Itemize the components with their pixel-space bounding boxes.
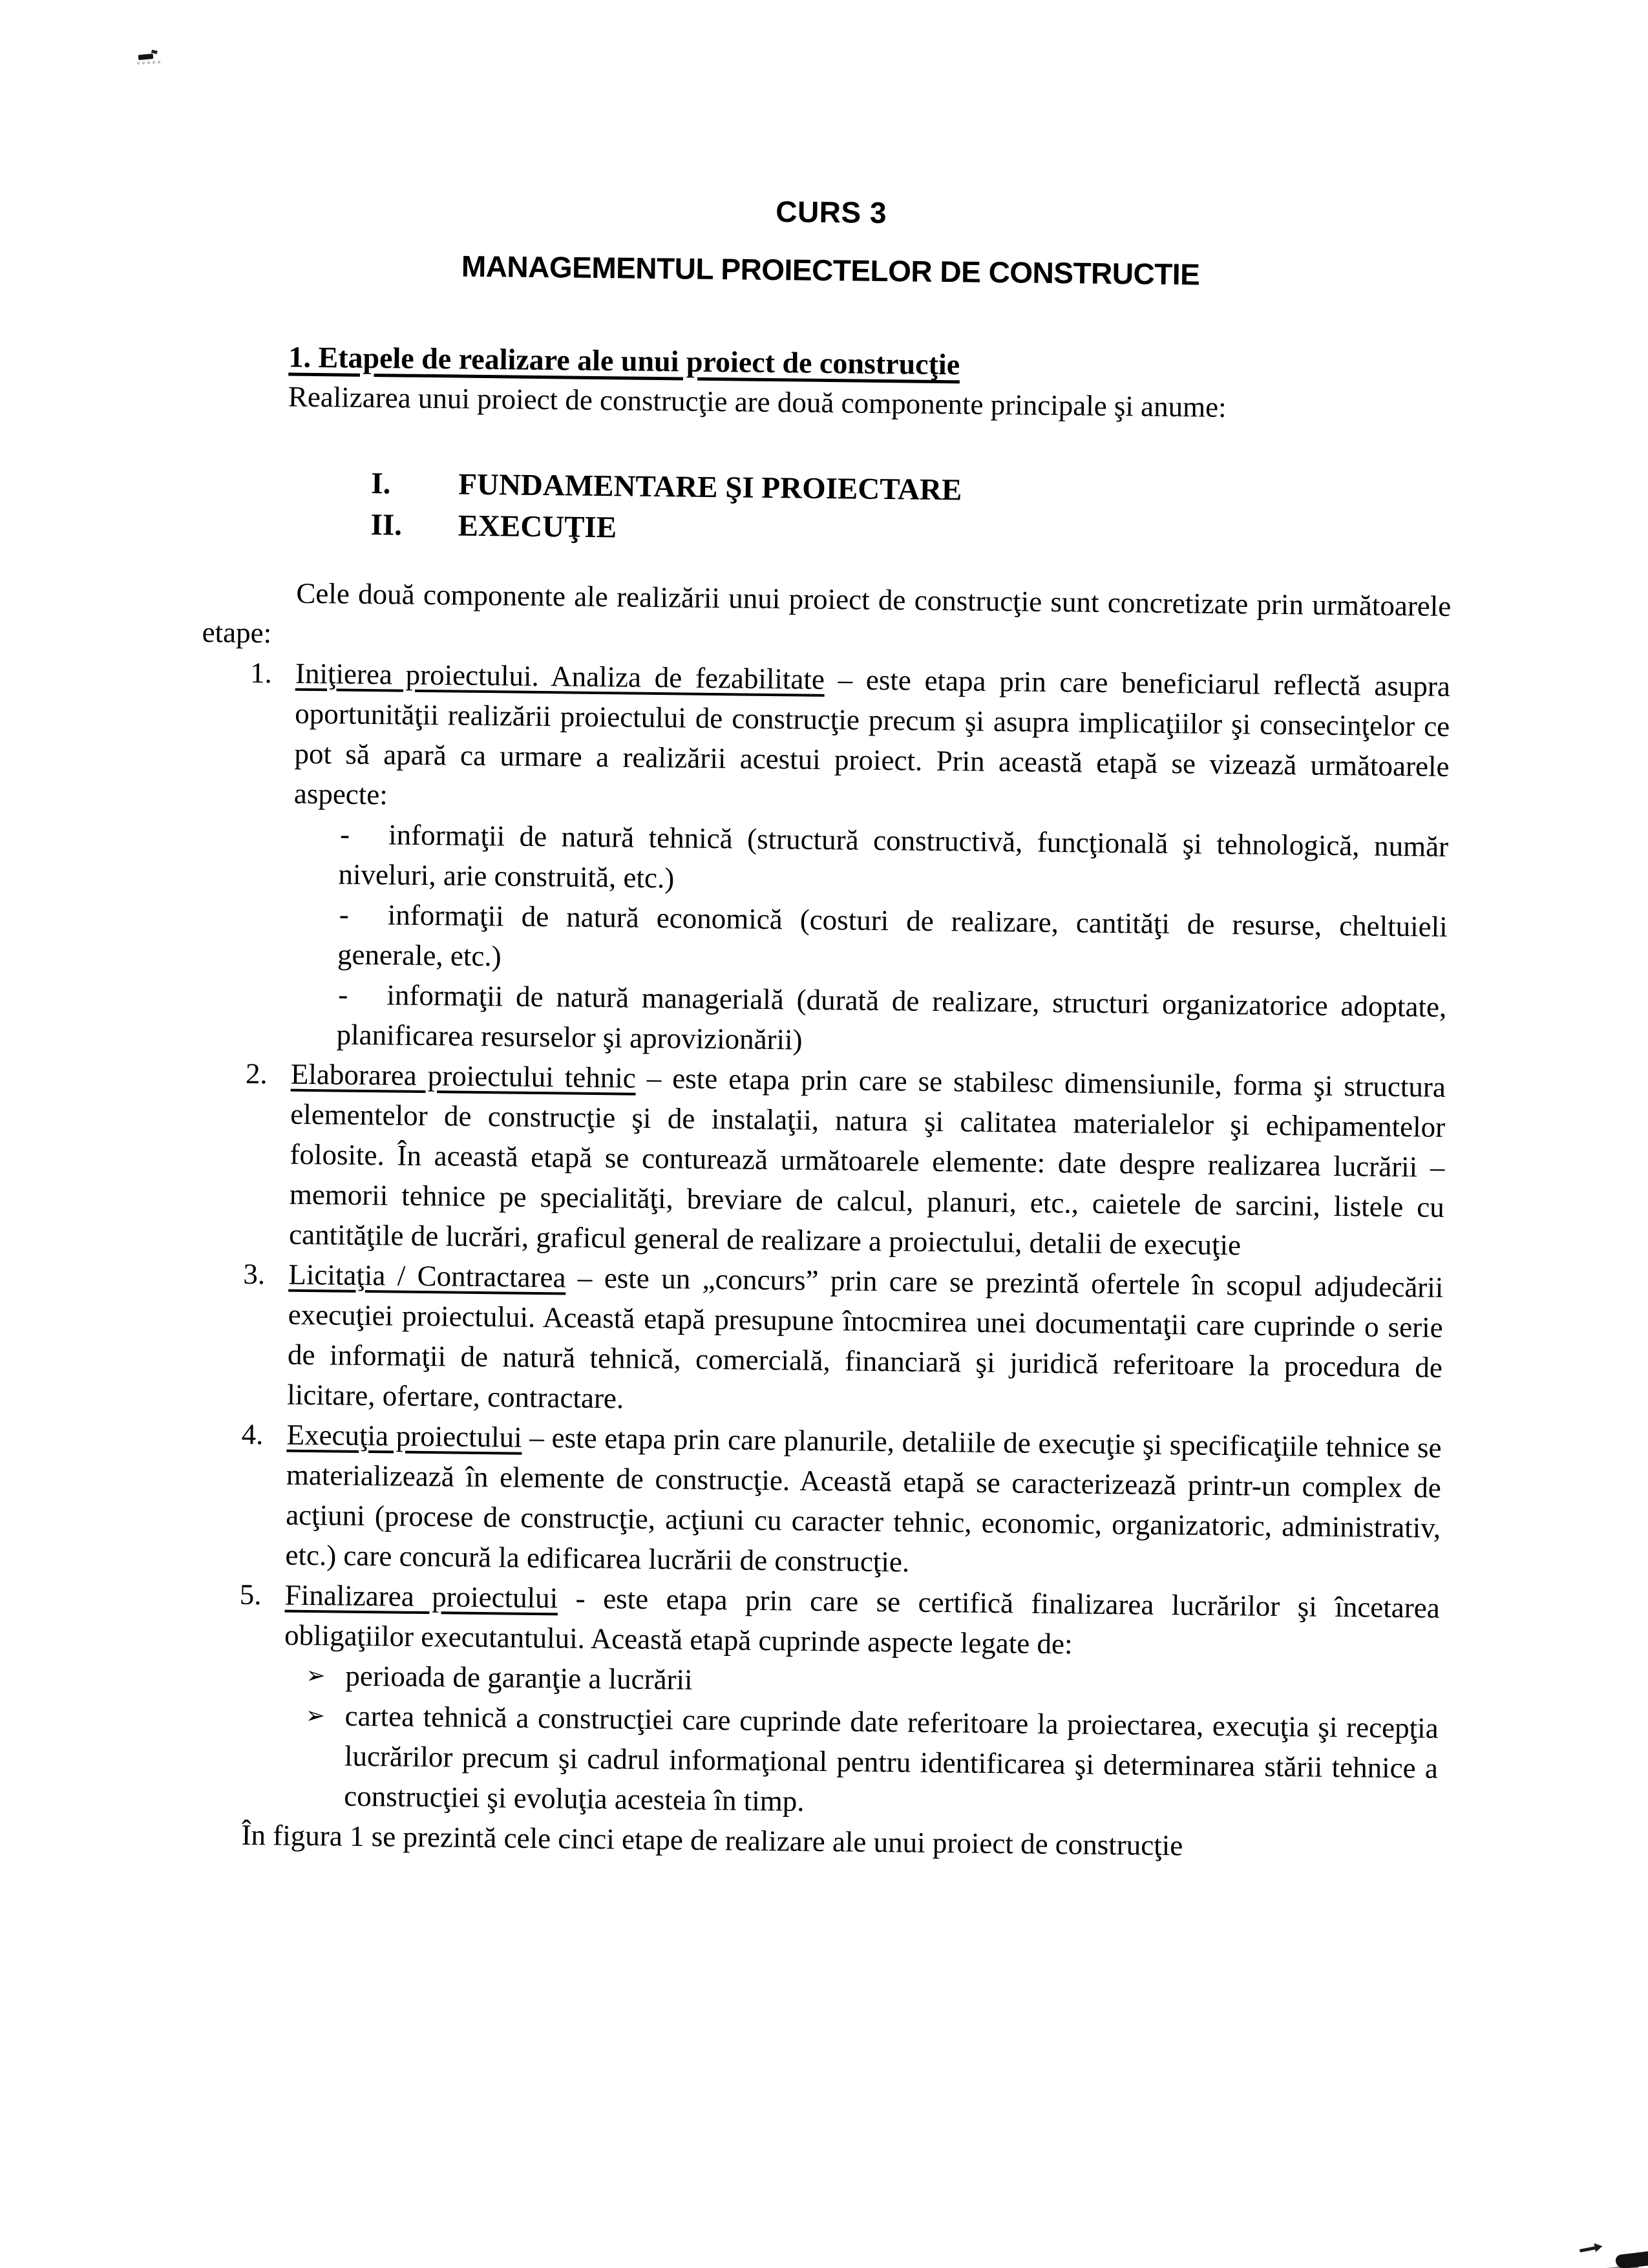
- page-content: [0, 185, 1648, 1871]
- dash-bullet-glyph: -: [339, 818, 350, 851]
- arrow-bullet-item: [189, 1694, 1439, 1828]
- stage-item: [195, 1053, 1446, 1267]
- closing-paragraph: În figura 1 se prezintă cele cinci etape de realizare ale unui proiect de construcţie: [241, 1818, 1183, 1862]
- course-code: CURS 3: [776, 195, 887, 230]
- stage-title: Finalizarea proiectului: [284, 1578, 558, 1615]
- bullet-text: cartea tehnică a construcţiei care cuprinde date referitoare la proiectarea, execuţia şi recepţia lucrărilor precum şi cadrul informaţional pentru identificarea şi determinarea stării tehnice a construcţiei şi evoluţia acesteia în timp.: [344, 1699, 1439, 1818]
- dash-bullet-glyph: -: [339, 898, 350, 931]
- stage-title: Iniţierea proiectului. Analiza de fezabilitate: [295, 657, 825, 695]
- arrow-bullet-glyph: ➢: [306, 1662, 326, 1690]
- stage-paragraph: [191, 1414, 1442, 1588]
- stage-item: [191, 1414, 1442, 1588]
- stage-item: [189, 1574, 1440, 1828]
- lead-paragraph: Cele două componente ale realizării unui proiect de construcţie sunt concretizate prin următoarele etape:: [202, 577, 1452, 650]
- section-heading: 1. Etapele de realizare ale unui proiect de construcţie: [288, 340, 960, 381]
- stage-number: 4.: [241, 1417, 264, 1451]
- stage-number: 3.: [243, 1257, 266, 1291]
- stage-title: Licitaţia / Contractarea: [288, 1258, 566, 1294]
- stages-list: [189, 652, 1450, 1828]
- dash-bullet-item: [198, 893, 1448, 987]
- dash-bullet-item: [197, 973, 1446, 1067]
- stage-body: – este etapa prin care se stabilesc dimensiunile, forma şi structura elementelor de construcţie şi de instalaţii, natura şi calitatea materialelor şi echipamentelor folosite. În această etapă se conturează următoarele elemente: date despre realizarea lucrării – memorii tehnice pe specialităţi, breviare de calcul, planuri, etc., caietele de sarcini, listele cu cantităţile de lucrări, graficul general de realizare a proiectului, detalii de execuţie: [288, 1061, 1446, 1262]
- stage-number: 2.: [245, 1057, 268, 1090]
- bullet-text: informaţii de natură managerială (durată de realizare, structuri organizatorice adoptate, planificarea resurselor şi aprovizionării): [336, 979, 1447, 1056]
- stage-title: Elaborarea proiectului tehnic: [290, 1057, 637, 1094]
- stage-body: – este etapa prin care planurile, detaliile de execuţie şi specificaţiile tehnice se materializează în elemente de construcţie. Această etapă se caracterizează printr-un complex de acţiuni (procese de construcţie, acţiuni cu caracter tehnic, economic, organizatoric, administrativ, etc.) care concură la edificarea lucrării de construcţie.: [285, 1421, 1442, 1578]
- stage-paragraph: [200, 652, 1451, 827]
- stage-paragraph: [191, 1574, 1440, 1668]
- arrow-bullet-glyph: ➢: [305, 1702, 326, 1730]
- stage-bullets: [197, 812, 1448, 1067]
- stage-number: 5.: [239, 1578, 262, 1611]
- intro-line: Realizarea unui proiect de construcţie are două componente principale şi anume:: [288, 380, 1227, 424]
- stage-number: 1.: [249, 656, 273, 690]
- stage-body: – este un „concurs” prin care se prezintă ofertele în scopul adjudecării execuţiei proiectului. Această etapă presupune întocmirea unei documentaţii care cuprinde o serie de informaţii de natură tehnică, comercială, financiară şi juridică referitoare la procedura de licitare, ofertare, contractare.: [287, 1261, 1444, 1415]
- stage-bullets: [189, 1654, 1439, 1828]
- component-label: FUNDAMENTARE ŞI PROIECTARE: [458, 467, 962, 507]
- roman-numeral: II.: [370, 508, 403, 542]
- bullet-text: informaţii de natură tehnică (structură constructivă, funcţională şi tehnologică, număr niveluri, arie construită, etc.): [338, 818, 1449, 895]
- components-list: [203, 461, 1452, 558]
- stage-item: [193, 1253, 1444, 1428]
- stage-paragraph: [193, 1253, 1444, 1428]
- stage-body: – este etapa prin care beneficiarul reflectă asupra oportunităţii realizării proiectului de construcţie precum şi asupra implicaţiilor şi consecinţelor ce pot să apară ca urmare a realizării acestui proiect. Prin această etapă se vizează următoarele aspecte:: [293, 662, 1451, 811]
- stage-paragraph: [195, 1053, 1446, 1267]
- bullet-text: informaţii de natură economică (costuri de realizare, cantităţi de resurse, cheltuieli generale, etc.): [337, 898, 1448, 973]
- stage-title: Execuţia proiectului: [286, 1418, 522, 1454]
- roman-numeral: I.: [371, 467, 391, 501]
- bullet-text: perioada de garanţie a lucrării: [345, 1659, 693, 1696]
- dash-bullet-glyph: -: [338, 978, 348, 1011]
- stage-item: [197, 652, 1450, 1067]
- component-label: EXECUŢIE: [458, 509, 617, 545]
- stage-body: - este etapa prin care se certifică finalizarea lucrărilor şi încetarea obligaţiilor executantului. Această etapă cuprinde aspecte legate de:: [284, 1582, 1441, 1660]
- document-title: MANAGEMENTUL PROIECTELOR DE CONSTRUCTIE: [461, 249, 1200, 291]
- dash-bullet-item: [199, 812, 1448, 907]
